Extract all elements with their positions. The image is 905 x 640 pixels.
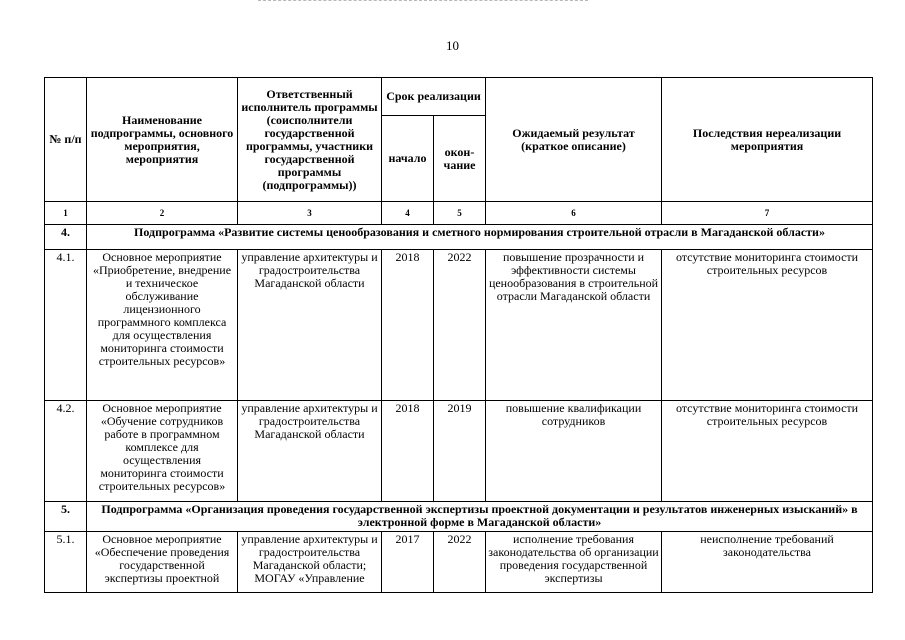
- subprogram-row: [45, 502, 873, 532]
- column-number-row: [45, 202, 873, 225]
- column-number: 6: [486, 202, 662, 225]
- header-name: Наименование подпрограммы, основного мероприятия, мероприятия: [87, 78, 238, 202]
- subprogram-title: Подпрограмма «Развитие системы ценообразования и сметного нормирования строительной отрасли в Магаданской области»: [87, 225, 873, 250]
- responsible-executor: управление архитектуры и градостроительства Магаданской области; МОГАУ «Управление: [238, 532, 382, 593]
- expected-result: повышение прозрачности и эффективности системы ценообразования в строительной отрасли Магаданской области: [486, 250, 662, 401]
- table-header-row: [45, 78, 873, 116]
- consequence: отсутствие мониторинга стоимости строительных ресурсов: [662, 401, 873, 502]
- header-result: Ожидаемый результат (краткое описание): [486, 78, 662, 202]
- page-number: 10: [446, 38, 459, 53]
- end-year: 2019: [434, 401, 486, 502]
- end-year: 2022: [434, 250, 486, 401]
- header-consequences: Последствия нереализации мероприятия: [662, 78, 873, 202]
- measure-name: Основное мероприятие «Приобретение, внедрение и техническое обслуживание лицензионного программного комплекса для осуществления мониторинга стоимости строительных ресурсов»: [87, 250, 238, 401]
- consequence: неисполнение требований законодательства: [662, 532, 873, 593]
- scan-artifact: [258, 0, 588, 4]
- measure-name: Основное мероприятие «Обучение сотрудников работе в программном комплексе для осуществления мониторинга стоимости строительных ресурсов»: [87, 401, 238, 502]
- consequence: отсутствие мониторинга стоимости строительных ресурсов: [662, 250, 873, 401]
- column-number: 1: [45, 202, 87, 225]
- end-year: 2022: [434, 532, 486, 593]
- row-number: 5.: [45, 502, 87, 532]
- header-start: начало: [382, 116, 434, 202]
- measure-name: Основное мероприятие «Обеспечение проведения государственной экспертизы проектной: [87, 532, 238, 593]
- column-number: 7: [662, 202, 873, 225]
- column-number: 5: [434, 202, 486, 225]
- row-number: 4.1.: [45, 250, 87, 401]
- table-row: [45, 250, 873, 401]
- start-year: 2017: [382, 532, 434, 593]
- subprogram-row: [45, 225, 873, 250]
- expected-result: исполнение требования законодательства об организации проведения государственной экспертизы: [486, 532, 662, 593]
- row-number: 4.2.: [45, 401, 87, 502]
- column-number: 4: [382, 202, 434, 225]
- header-end: окон- чание: [434, 116, 486, 202]
- header-responsible: Ответственный исполнитель программы (соисполнители государственной программы, участники государственной программы (подпрограммы)): [238, 78, 382, 202]
- column-number: 2: [87, 202, 238, 225]
- responsible-executor: управление архитектуры и градостроительства Магаданской области: [238, 401, 382, 502]
- row-number: 4.: [45, 225, 87, 250]
- start-year: 2018: [382, 401, 434, 502]
- table-row: [45, 401, 873, 502]
- header-term: Срок реализации: [382, 78, 486, 116]
- row-number: 5.1.: [45, 532, 87, 593]
- table-row: [45, 532, 873, 593]
- expected-result: повышение квалификации сотрудников: [486, 401, 662, 502]
- start-year: 2018: [382, 250, 434, 401]
- header-num: № п/п: [45, 78, 87, 202]
- subprogram-title: Подпрограмма «Организация проведения государственной экспертизы проектной документации и результатов инженерных изысканий» в электронной форме в Магаданской области»: [87, 502, 873, 532]
- measures-table: [44, 77, 873, 593]
- responsible-executor: управление архитектуры и градостроительства Магаданской области: [238, 250, 382, 401]
- column-number: 3: [238, 202, 382, 225]
